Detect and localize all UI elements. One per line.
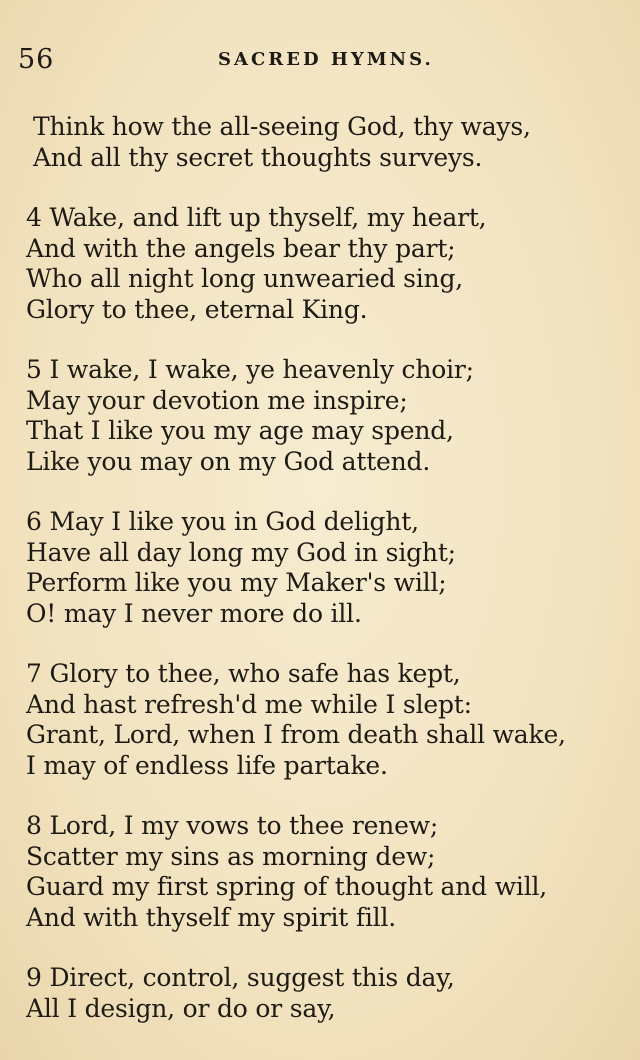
verse-line: Glory to thee, eternal King.: [26, 294, 368, 324]
verse-line: And with thyself my spirit fill.: [26, 902, 397, 932]
verse-line: 6 May I like you in God delight,: [26, 507, 419, 536]
running-head: SACRED HYMNS.: [218, 49, 434, 70]
verse-line: 9 Direct, control, suggest this day,: [26, 963, 455, 992]
verse-line: 7 Glory to thee, who safe has kept,: [26, 659, 461, 688]
verse-line: And all thy secret thoughts surveys.: [33, 142, 483, 172]
verse-line: 8 Lord, I my vows to thee renew;: [26, 811, 439, 840]
stanza-4: [26, 203, 640, 325]
verse-line: All I design, or do or say,: [26, 993, 336, 1023]
verse-line: And hast refresh'd me while I slept:: [26, 689, 472, 719]
page-header: [18, 40, 600, 80]
verse-line: O! may I never more do ill.: [26, 598, 362, 628]
hymn-text: [26, 112, 640, 1054]
verse-line: Like you may on my God attend.: [26, 446, 431, 476]
verse-line: Have all day long my God in sight;: [26, 537, 456, 567]
verse-line: Think how the all-seeing God, thy ways,: [33, 112, 531, 141]
verse-line: Who all night long unwearied sing,: [26, 264, 463, 293]
verse-line: I may of endless life partake.: [26, 750, 388, 780]
verse-line: Grant, Lord, when I from death shall wake,: [26, 720, 566, 749]
verse-line: Guard my first spring of thought and will,: [26, 872, 548, 901]
stanza-continuation: [26, 112, 640, 173]
stanza-9: [26, 963, 640, 1024]
stanza-6: [26, 507, 640, 629]
verse-line: Perform like you my Maker's will;: [26, 568, 447, 597]
verse-line: May your devotion me inspire;: [26, 385, 408, 415]
verse-line: 4 Wake, and lift up thyself, my heart,: [26, 203, 487, 232]
stanza-5: [26, 355, 640, 477]
verse-line: Scatter my sins as morning dew;: [26, 841, 436, 871]
stanza-8: [26, 811, 640, 933]
verse-line: That I like you my age may spend,: [26, 416, 454, 445]
stanza-7: [26, 659, 640, 781]
verse-line: 5 I wake, I wake, ye heavenly choir;: [26, 355, 474, 384]
page-number: 56: [18, 44, 55, 75]
verse-line: And with the angels bear thy part;: [26, 233, 456, 263]
